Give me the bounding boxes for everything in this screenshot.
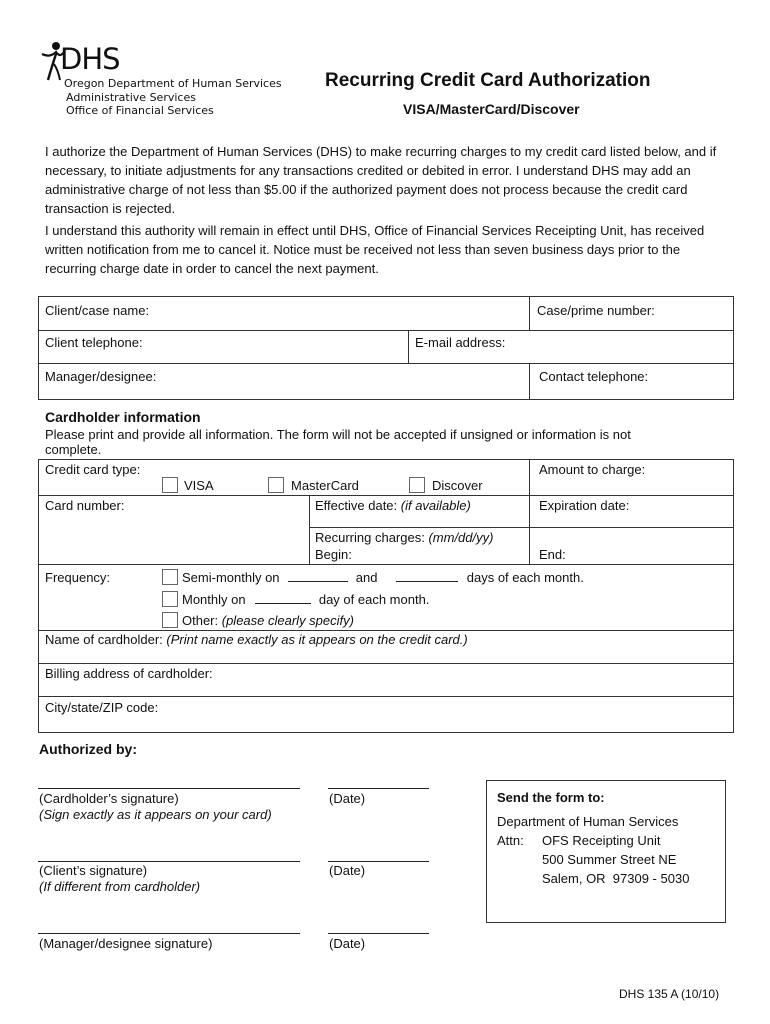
client-signature-line[interactable] (38, 861, 300, 862)
semi-monthly-option (182, 570, 584, 585)
send-to-city: Salem, OR 97309 - 5030 (542, 871, 690, 886)
other-checkbox[interactable] (162, 612, 178, 628)
logo-dept: Oregon Department of Human Services (64, 77, 282, 90)
logo-ofs: Office of Financial Services (66, 104, 214, 117)
frequency-label: Frequency: (45, 570, 111, 585)
cardholder-signature-note: (Sign exactly as it appears on your card) (39, 807, 272, 822)
logo-dhs-text: DHS (60, 42, 120, 76)
case-prime-number-field[interactable]: Case/prime number: (537, 303, 655, 318)
send-to-street: 500 Summer Street NE (542, 852, 677, 867)
semi-monthly-label: Semi-monthly on (182, 570, 280, 585)
other-label: Other: (182, 613, 222, 628)
authorization-paragraph: I authorize the Department of Human Services (DHS) to make recurring charges to my credit card listed below, and if necessary, to initiate adjustments for any transactions credited or debited in error. I understand DHS may add an administrative charge of not less than $5.00 if the authorized payment does not process because the credit card transaction is rejected. (45, 144, 717, 216)
cardholder-date-label: (Date) (329, 791, 366, 806)
days-of-each-month-label: days of each month. (466, 570, 584, 585)
manager-signature-label: (Manager/designee signature) (39, 936, 213, 951)
page-subtitle: VISA/MasterCard/Discover (403, 101, 580, 117)
cardholder-heading: Cardholder information (45, 409, 201, 425)
manager-date-label: (Date) (329, 936, 366, 951)
authorized-by-heading: Authorized by: (39, 741, 137, 757)
email-address-field[interactable]: E-mail address: (415, 335, 506, 350)
and-label: and (355, 570, 378, 585)
card-number-field[interactable]: Card number: (45, 498, 125, 513)
cardholder-date-line[interactable] (328, 788, 429, 789)
cardholder-signature-label: (Cardholder’s signature) (39, 791, 179, 806)
send-to-box (486, 780, 726, 923)
client-signature-label: (Client’s signature) (39, 863, 148, 878)
name-of-cardholder-note: (Print name exactly as it appears on the credit card.) (166, 632, 468, 647)
recurring-charges-label (315, 530, 493, 545)
client-date-line[interactable] (328, 861, 429, 862)
effective-date-field[interactable] (315, 498, 471, 513)
manager-date-line[interactable] (328, 933, 429, 934)
cardholder-table (38, 459, 734, 733)
monthly-option (182, 592, 429, 607)
monthly-day-blank[interactable] (255, 603, 311, 604)
manager-signature-line[interactable] (38, 933, 300, 934)
effective-date-label: Effective date: (315, 498, 401, 513)
monthly-on-label: Monthly on (182, 592, 246, 607)
send-to-department: Department of Human Services (497, 814, 679, 829)
cardholder-instructions: Please print and provide all information. The form will not be accepted if unsigned or information is not complete. (45, 427, 631, 457)
client-telephone-field[interactable]: Client telephone: (45, 335, 143, 350)
other-note: (please clearly specify) (221, 613, 354, 628)
monthly-checkbox[interactable] (162, 591, 178, 607)
visa-checkbox[interactable] (162, 477, 178, 493)
city-state-zip-field[interactable]: City/state/ZIP code: (45, 700, 159, 715)
cardholder-signature-line[interactable] (38, 788, 300, 789)
send-to-heading: Send the form to: (497, 790, 605, 805)
visa-label: VISA (184, 478, 214, 493)
client-case-name-field[interactable]: Client/case name: (45, 303, 150, 318)
send-to-attn-label: Attn: (497, 833, 524, 848)
form-number: DHS 135 A (10/10) (619, 987, 720, 1001)
amount-to-charge-field[interactable]: Amount to charge: (539, 462, 646, 477)
page-title: Recurring Credit Card Authorization (325, 70, 651, 91)
semi-monthly-first-day-blank[interactable] (288, 581, 348, 582)
end-date-field[interactable]: End: (539, 547, 566, 562)
client-info-table (38, 296, 734, 400)
other-option (182, 613, 354, 628)
day-of-each-month-label: day of each month. (318, 592, 430, 607)
client-signature-note: (If different from cardholder) (39, 879, 201, 894)
recurring-charges-text: Recurring charges: (315, 530, 429, 545)
billing-address-field[interactable]: Billing address of cardholder: (45, 666, 213, 681)
expiration-date-field[interactable]: Expiration date: (539, 498, 630, 513)
client-date-label: (Date) (329, 863, 366, 878)
semi-monthly-checkbox[interactable] (162, 569, 178, 585)
mastercard-label: MasterCard (291, 478, 359, 493)
logo-admin-services: Administrative Services (66, 91, 196, 104)
dhs-logo (40, 40, 280, 120)
credit-card-type-label: Credit card type: (45, 462, 141, 477)
send-to-unit: OFS Receipting Unit (542, 833, 661, 848)
contact-telephone-field[interactable]: Contact telephone: (539, 369, 649, 384)
begin-date-field[interactable]: Begin: (315, 547, 352, 562)
discover-label: Discover (432, 478, 483, 493)
discover-checkbox[interactable] (409, 477, 425, 493)
semi-monthly-second-day-blank[interactable] (396, 581, 458, 582)
name-of-cardholder-label: Name of cardholder: (45, 632, 167, 647)
manager-designee-field[interactable]: Manager/designee: (45, 369, 157, 384)
name-of-cardholder-field[interactable] (45, 632, 468, 647)
recurring-format: (mm/dd/yy) (428, 530, 494, 545)
mastercard-checkbox[interactable] (268, 477, 284, 493)
effective-date-note: (if available) (400, 498, 471, 513)
cancellation-paragraph: I understand this authority will remain in effect until DHS, Office of Financial Services Receipting Unit, has received written notification from me to cancel it. Notice must be received not less than seven business days prior to the recurring charge date in order to cancel the next payment. (45, 223, 705, 276)
